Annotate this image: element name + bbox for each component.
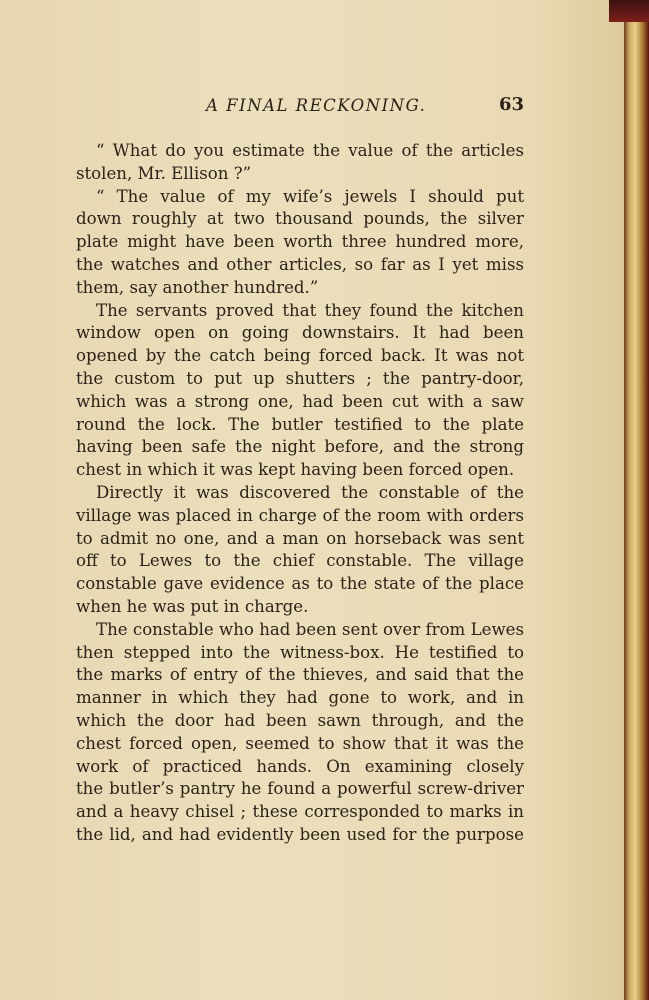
text-line: and a heavy chisel ; these corresponded to marks in (76, 802, 524, 822)
text-line: opened by the catch being forced back. It was not (76, 346, 524, 366)
text-line: chest in which it was kept having been forced open. (76, 460, 515, 480)
text-line: them, say another hundred.” (76, 277, 319, 297)
text-line: The servants proved that they found the kitchen (96, 300, 524, 320)
paragraph (76, 482, 524, 619)
text-line: the marks of entry of the thieves, and said that the (76, 665, 524, 685)
text-line: down roughly at two thousand pounds, the silver (76, 209, 524, 229)
running-head (76, 96, 524, 124)
paragraph (76, 186, 524, 300)
text-line: having been safe the night before, and the strong (76, 437, 524, 457)
text-line: plate might have been worth three hundred more, (76, 232, 524, 252)
text-line: when he was put in charge. (76, 596, 309, 616)
text-line: village was placed in charge of the room with orders (76, 505, 524, 525)
paragraph (76, 619, 524, 847)
paragraph (76, 300, 524, 482)
page-number: 63 (498, 94, 524, 115)
text-line: manner in which they had gone to work, and in (76, 688, 524, 708)
text-line: the watches and other articles, so far as I yet miss (76, 254, 524, 274)
text-line: which the door had been sawn through, and the (76, 710, 524, 730)
text-line: window open on going downstairs. It had been (76, 323, 524, 343)
running-head-title: A FINAL RECKONING. (206, 96, 427, 115)
text-line: work of practiced hands. On examining closely (76, 756, 524, 776)
binding-corner (609, 0, 649, 22)
text-line: the butler’s pantry he found a powerful screw-driver (76, 779, 524, 799)
text-line: off to Lewes to the chief constable. The village (76, 551, 524, 571)
text-body (76, 140, 524, 847)
text-line: constable gave evidence as to the state of the place (76, 574, 524, 594)
text-line: then stepped into the witness-box. He testified to (76, 642, 524, 662)
text-line: Directly it was discovered the constable of the (96, 482, 524, 502)
page-edge (624, 0, 649, 1000)
text-line: chest forced open, seemed to show that it was the (76, 733, 524, 753)
text-line: the custom to put up shutters ; the pantry-door, (76, 368, 524, 388)
paragraph (76, 140, 524, 186)
text-line: “ The value of my wife’s jewels I should put (96, 186, 524, 206)
text-line: which was a strong one, had been cut with a saw (76, 391, 524, 411)
text-line: the lid, and had evidently been used for the purpose (76, 824, 524, 844)
text-line: to admit no one, and a man on horseback was sent (76, 528, 524, 548)
text-line: stolen, Mr. Ellison ?” (76, 163, 252, 183)
text-line: “ What do you estimate the value of the articles (96, 141, 524, 160)
text-line: round the lock. The butler testified to the plate (76, 414, 524, 434)
text-line: The constable who had been sent over from Lewes (96, 619, 524, 639)
